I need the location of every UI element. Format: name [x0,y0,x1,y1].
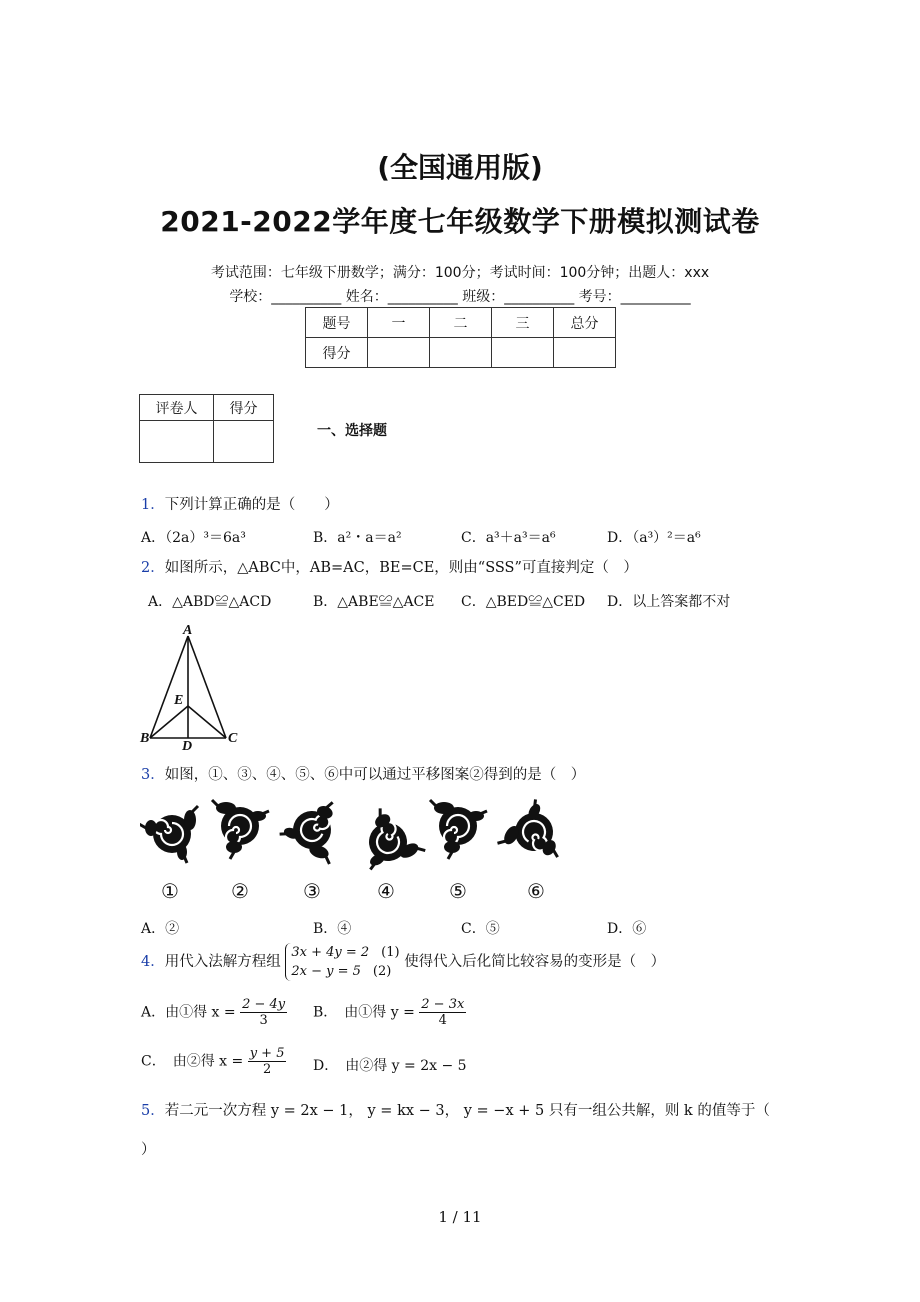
grader-header: 评卷人 [140,395,214,421]
grader-table [139,394,274,463]
q4-option-b [313,997,466,1028]
q1-option-b: B．a²・a＝a² [313,530,402,546]
q3-option-c: C．⑤ [461,921,500,937]
fraction-numerator: 2 − 3x [421,997,465,1012]
pattern-label-5: ⑤ [449,879,467,903]
score-header-cell: 二 [430,308,492,338]
vertex-label-c: C [228,731,238,746]
q1-option-c: C．a³＋a³＝a⁶ [461,530,556,546]
question-5 [141,1101,770,1121]
question-4 [141,943,665,981]
question-number: 4． [141,954,165,970]
fraction-denominator: 4 [438,1013,447,1028]
edition-heading: (全国通用版) [377,151,543,184]
fraction [419,997,466,1028]
equation-2: 2x − y = 5 [291,964,361,979]
pattern-6 [497,796,577,873]
q1-option-d: D．（a³）²＝a⁶ [607,530,701,546]
q1-option-a: A．（2a）³＝6a³ [141,530,246,546]
equation-1-tag: (1) [381,945,400,960]
fraction [240,997,287,1028]
pattern-label-2: ② [231,879,249,903]
q4-option-d: D． 由②得 y = 2x − 5 [313,1058,467,1074]
vertex-label-b: B [140,731,150,746]
score-cell [554,338,616,368]
student-info-line: 学校：__________ 姓名：__________ 班级：__________ 考号：__________ [229,289,691,305]
pattern-2 [212,800,269,859]
score-header-cell: 三 [492,308,554,338]
section-title: 一、选择题 [317,423,387,439]
question-number: 5． [141,1103,165,1119]
equation-1: 3x + 4y = 2 [291,945,370,960]
fraction-denominator: 3 [259,1013,268,1028]
pattern-4 [346,799,425,879]
question-number: 1． [141,497,165,513]
fraction-numerator: y + 5 [249,1046,285,1061]
q4-option-c [141,1046,286,1077]
question-5-cont: ） [141,1142,156,1158]
option-label: B． 由①得 y = [313,1004,415,1021]
q2-option-c: C．△BED≌△CED [461,594,586,610]
q2-option-a: A．△ABD≌△ACD [148,594,272,610]
q3-option-d: D．⑥ [607,921,647,937]
question-number: 2． [141,560,165,576]
score-cell [430,338,492,368]
score-header-cell: 题号 [306,308,368,338]
grader-cell [214,421,274,463]
q2-option-d: D．以上答案都不对 [607,594,731,610]
q4-option-a [141,997,287,1028]
pattern-5 [430,800,487,859]
question-stem: 下列计算正确的是（ ） [164,497,339,513]
fraction-numerator: 2 − 4y [242,997,286,1012]
question-stem-cont: 使得代入后化简比较容易的变形是（ ） [404,954,666,970]
question-stem: 用代入法解方程组 [164,954,281,970]
fraction [248,1046,287,1077]
vertex-label-a: A [183,623,193,638]
q2-option-b: B．△ABE≌△ACE [313,594,435,610]
score-cell [492,338,554,368]
q3-option-a: A．② [141,921,180,937]
grader-cell [140,421,214,463]
score-header-cell: 总分 [554,308,616,338]
vertex-label-e: E [174,693,184,708]
question-stem: 如图所示，△ABC中，AB=AC，BE=CE，则由“SSS”可直接判定（ ） [164,560,638,576]
question-stem: 如图，①、③、④、⑤、⑥中可以通过平移图案②得到的是（ ） [164,767,586,783]
page-number: 1 / 11 [438,1208,482,1226]
pattern-label-1: ① [161,879,179,903]
option-label: A．由①得 x = [141,1004,236,1021]
pattern-label-3: ③ [303,879,321,903]
score-cell [368,338,430,368]
option-label: C． 由②得 x = [141,1053,244,1070]
question-1 [141,495,339,515]
q3-option-b: B．④ [313,921,352,937]
grader-header: 得分 [214,395,274,421]
question-2 [141,558,638,578]
question-stem: 若二元一次方程 y = 2x − 1， y = kx − 3， y = −x + 5 只有一组公共解，则 k 的值等于（ [164,1103,770,1119]
exam-info: 考试范围：七年级下册数学；满分：100分；考试时间：100分钟；出题人：xxx [210,265,710,281]
score-row-label: 得分 [306,338,368,368]
pattern-3 [276,796,350,864]
triangle-figure [138,620,248,752]
fraction-denominator: 2 [262,1062,272,1077]
pattern-figure [140,796,580,908]
question-number: 3． [141,767,165,783]
pattern-label-6: ⑥ [527,879,545,903]
pattern-label-4: ④ [377,879,395,903]
score-table [305,307,616,368]
equation-system [285,943,399,981]
pattern-1 [140,806,198,863]
question-3 [141,765,585,785]
vertex-label-d: D [182,739,193,752]
equation-2-tag: (2) [372,964,392,979]
score-header-cell: 一 [368,308,430,338]
exam-title: 2021-2022学年度七年级数学下册模拟测试卷 [160,205,760,238]
